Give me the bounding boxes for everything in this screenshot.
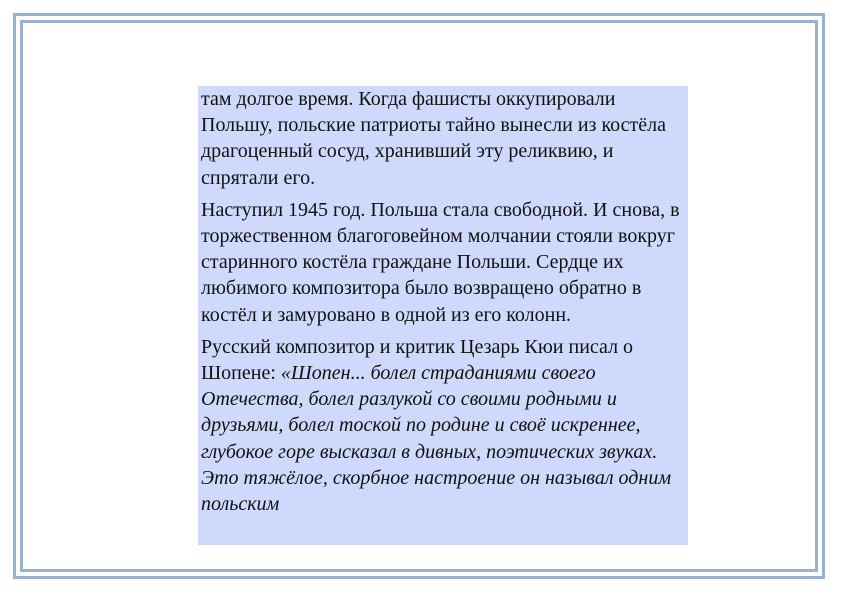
paragraph-2-text: Наступил 1945 год. Польша стала свободной. И снова, в торжественном благоговейном молчании стояли вокруг старинного костёла граждане Польши. Сердце их любимого композитора было возвращено обратно в костёл и замуровано в одной из его колонн.	[201, 198, 680, 326]
paragraph-1-text: там долгое время. Когда фашисты оккупировали Польшу, польские патриоты тайно вынесли из костёла драгоценный сосуд, хранивший эту реликвию, и спрятали его.	[201, 88, 666, 189]
paragraph-1	[201, 86, 684, 191]
cui-quote: «Шопен... болел страданиями своего Отечества, болел разлукой со своими родными и друзьями, болел тоской по родине и своё искреннее, глубокое горе высказал в дивных, поэтических звуках. Это тяжёлое, скорбное настроение он называл одним польским	[201, 362, 672, 516]
text-box	[198, 86, 688, 545]
paragraph-3	[201, 334, 684, 517]
paragraph-2	[201, 197, 684, 328]
paragraph-3-text: Русский композитор и критик Цезарь Кюи писал о Шопене:	[201, 335, 634, 385]
